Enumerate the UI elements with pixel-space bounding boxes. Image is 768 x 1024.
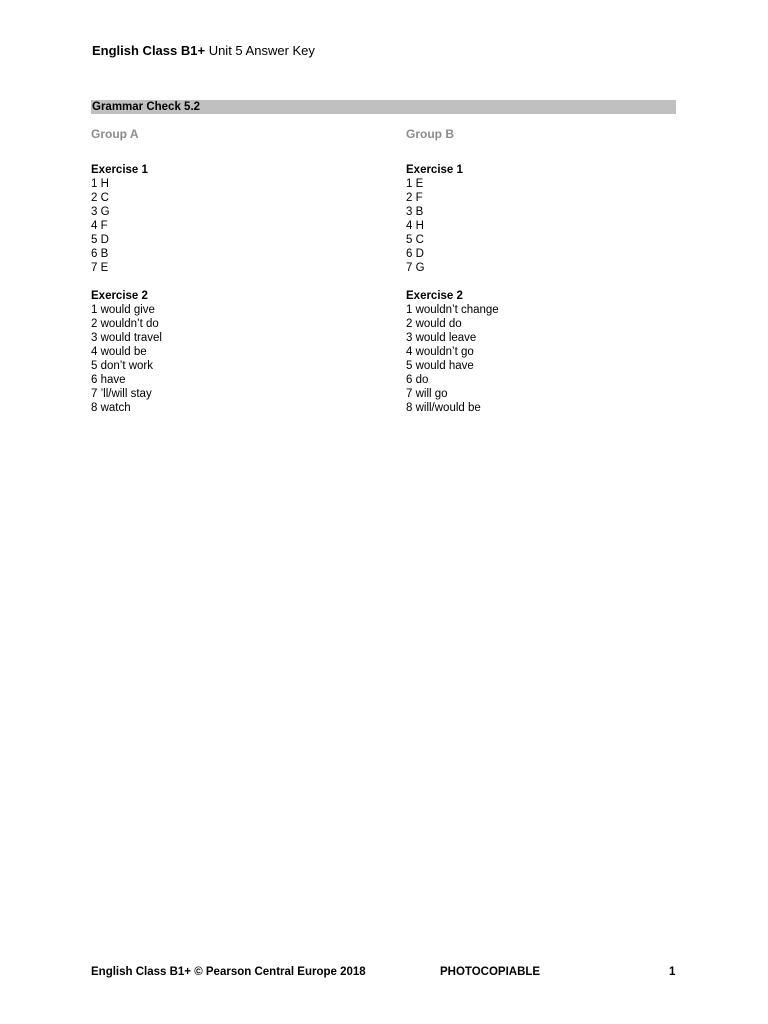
page-header xyxy=(92,43,315,58)
section-title: Grammar Check 5.2 xyxy=(91,100,676,114)
answer-item: 6 do xyxy=(406,374,429,386)
group-a-column xyxy=(91,127,162,415)
answer-item: 7 G xyxy=(406,262,425,274)
answer-item: 4 would be xyxy=(91,346,147,358)
header-title-rest: Unit 5 Answer Key xyxy=(205,43,315,58)
answer-item: 8 will/would be xyxy=(406,402,481,414)
answer-item: 4 F xyxy=(91,220,108,232)
answer-item: 2 wouldn’t do xyxy=(91,318,159,330)
answer-item: 4 wouldn’t go xyxy=(406,346,474,358)
group-b-title: Group B xyxy=(406,127,454,141)
header-title-bold: English Class B1+ xyxy=(92,43,206,58)
exercise-title: Exercise 1 xyxy=(406,164,463,176)
group-b-exercise-1 xyxy=(406,163,499,275)
answer-item: 5 C xyxy=(406,234,424,246)
answer-item: 6 D xyxy=(406,248,424,260)
answer-item: 1 H xyxy=(91,178,109,190)
answer-item: 2 F xyxy=(406,192,423,204)
exercise-title: Exercise 1 xyxy=(91,164,148,176)
group-b-column xyxy=(406,127,499,415)
answer-item: 1 E xyxy=(406,178,424,190)
answer-item: 8 watch xyxy=(91,402,131,414)
answer-item: 5 don’t work xyxy=(91,360,154,372)
page-number: 1 xyxy=(669,966,676,978)
answer-item: 6 B xyxy=(91,248,109,260)
answer-item: 3 would leave xyxy=(406,332,477,344)
group-a-exercise-2 xyxy=(91,289,162,415)
answer-item: 7 will go xyxy=(406,388,448,400)
exercise-title: Exercise 2 xyxy=(406,290,463,302)
group-a-exercise-1 xyxy=(91,163,162,275)
answer-item: 3 would travel xyxy=(91,332,162,344)
footer-copyright: English Class B1+ © Pearson Central Europe 2018 xyxy=(91,966,366,978)
answer-item: 2 C xyxy=(91,192,109,204)
answer-item: 7 ’ll/will stay xyxy=(91,388,152,400)
answer-item: 5 would have xyxy=(406,360,474,372)
answer-item: 1 wouldn’t change xyxy=(406,304,499,316)
answer-item: 1 would give xyxy=(91,304,155,316)
footer-notice: PHOTOCOPIABLE xyxy=(440,966,541,978)
group-b-exercise-2 xyxy=(406,289,499,415)
answer-item: 6 have xyxy=(91,374,126,386)
answer-item: 4 H xyxy=(406,220,424,232)
answer-item: 2 would do xyxy=(406,318,462,330)
answer-item: 3 G xyxy=(91,206,110,218)
answer-item: 7 E xyxy=(91,262,109,274)
group-a-title: Group A xyxy=(91,127,139,141)
exercise-title: Exercise 2 xyxy=(91,290,148,302)
answer-item: 3 B xyxy=(406,206,424,218)
answer-item: 5 D xyxy=(91,234,109,246)
